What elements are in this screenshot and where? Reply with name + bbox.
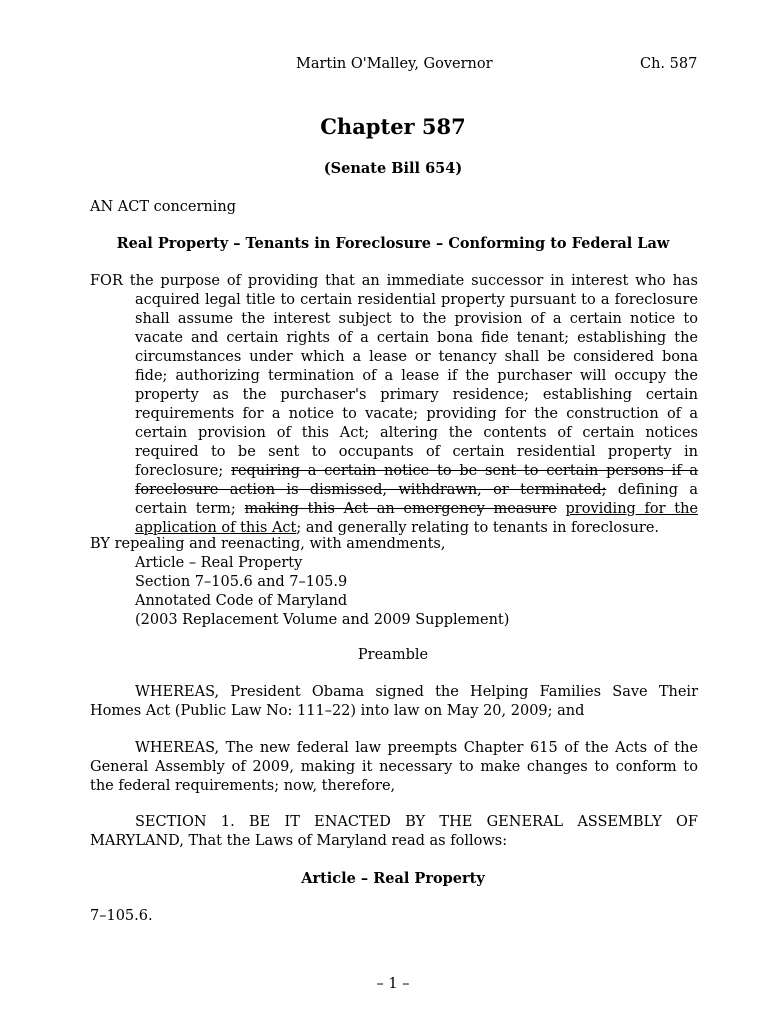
act-subject: Real Property – Tenants in Foreclosure – Conforming to Federal Law [116, 235, 670, 252]
whereas-paragraph-1 [90, 683, 698, 721]
by-line: Section 7–105.6 and 7–105.9 [135, 574, 348, 590]
by-line: (2003 Replacement Volume and 2009 Supplement) [135, 612, 510, 628]
preamble-heading: Preamble [357, 647, 429, 663]
section-1-text: SECTION 1. BE IT ENACTED BY THE GENERAL ASSEMBLY OF MARYLAND, That the Laws of Maryland read as follows: [90, 814, 698, 849]
whereas-1-text: WHEREAS, President Obama signed the Helping Families Save Their Homes Act (Public Law No: 111–22) into law on May 20, 2009; and [90, 684, 698, 719]
header-chapter-ref: Ch. 587 [640, 56, 698, 72]
purpose-text-3: ; and generally relating to tenants in foreclosure. [296, 520, 660, 536]
section-number: 7–105.6. [90, 908, 153, 924]
whereas-paragraph-2 [90, 739, 698, 796]
whereas-2-text: WHEREAS, The new federal law preempts Chapter 615 of the Acts of the General Assembly of 2009, making it necessary to make changes to conform to the federal requirements; now, therefore, [90, 740, 698, 794]
struck-text-1: requiring a certain notice to be sent to certain persons if a foreclosure action is dismissed, withdrawn, or terminated; [135, 463, 698, 498]
struck-text-2: making this Act an emergency measure [244, 501, 557, 517]
purpose-text-2: defining a certain term; [135, 482, 699, 517]
purpose-text-main: FOR the purpose of providing that an immediate successor in interest who has acquired legal title to certain residential property pursuant to a foreclosure shall assume the interest subject to the provision of a certain notice to vacate and certain rights of a certain bona fide tenant; establishing the circumstances under which a lease or tenancy shall be considered bona fide; authorizing termination of a lease if the purchaser will occupy the property as the purchaser's primary residence; establishing certain requirements for a notice to vacate; providing for the construction of a certain provision of this Act; altering the contents of certain notices required to be sent to occupants of certain residential property in foreclosure; [90, 273, 698, 479]
header-governor: Martin O'Malley, Governor [296, 56, 493, 72]
purpose-paragraph [90, 272, 698, 538]
by-line: Article – Real Property [135, 555, 303, 571]
bill-number: (Senate Bill 654) [323, 160, 463, 177]
page-number: – 1 – [376, 976, 410, 992]
underlined-text-1: providing for the application of this Act [135, 501, 699, 536]
section-1-paragraph [90, 813, 698, 851]
purpose-clause [90, 272, 698, 538]
article-heading: Article – Real Property [301, 870, 485, 887]
by-intro: BY repealing and reenacting, with amendments, [90, 536, 446, 552]
by-line: Annotated Code of Maryland [135, 593, 348, 609]
by-clause [90, 535, 698, 630]
chapter-title: Chapter 587 [320, 114, 466, 139]
act-intro: AN ACT concerning [90, 199, 237, 215]
